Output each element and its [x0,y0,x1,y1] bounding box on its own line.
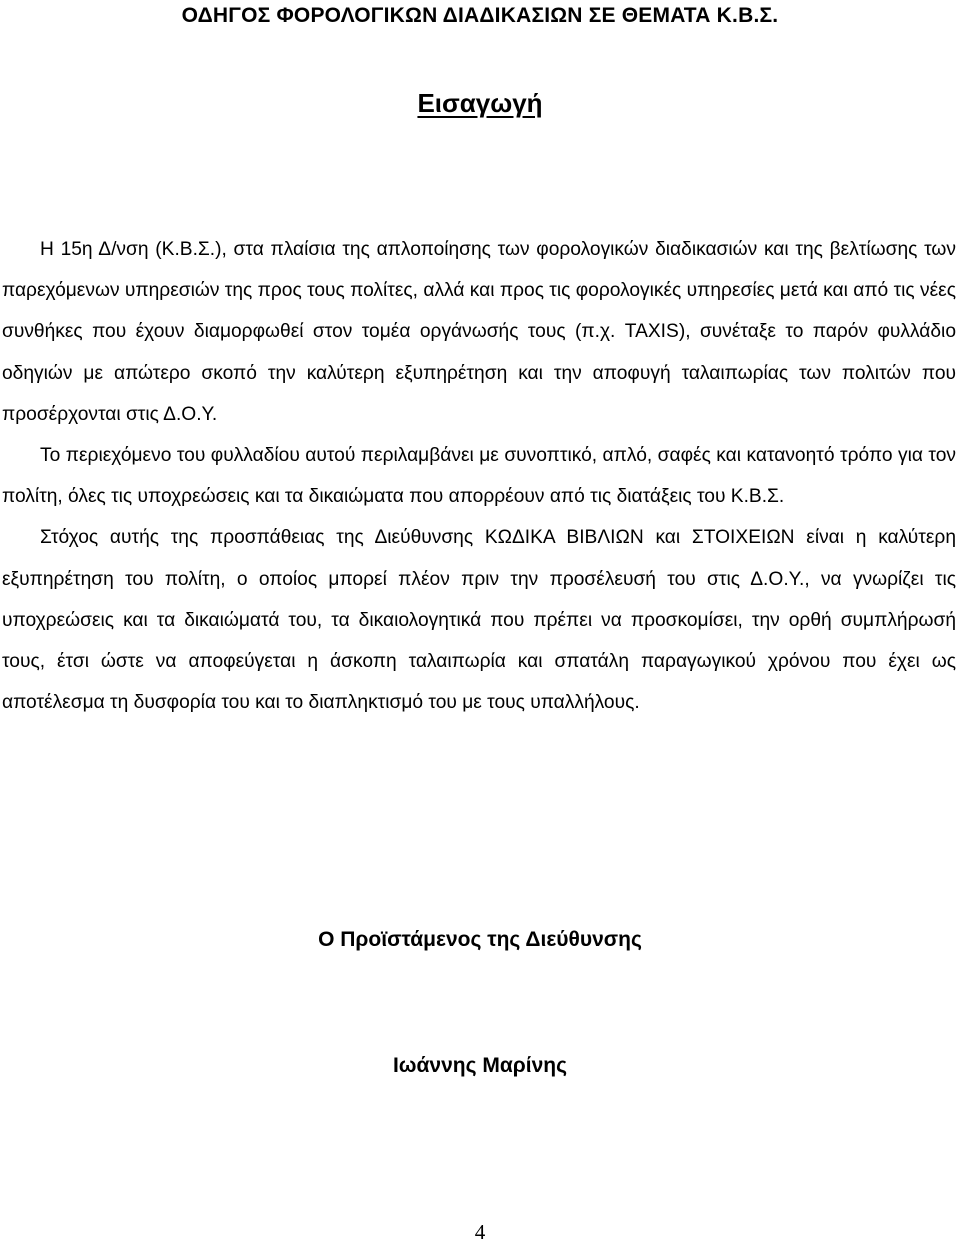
paragraph-content: Το περιεχόμενο του φυλλαδίου αυτού περιλαμβάνει με συνοπτικό, απλό, σαφές και κατανοητό τρόπο για τον πολίτη, όλες τις υποχρεώσεις και τα δικαιώματα που απορρέουν από τις διατάξεις του Κ.Β.Σ. [2,445,956,508]
paragraph-intro: Η 15η Δ/νση (Κ.Β.Σ.), στα πλαίσια της απλοποίησης των φορολογικών διαδικασιών και της βελτίωσης των παρεχόμενων υπηρεσιών της προς τους πολίτες, αλλά και προς τις φορολογικές υπηρεσίες μετά και από τις νέες συνθήκες που έχουν διαμορφωθεί στον τομέα οργάνωσής τους (π.χ. TAXIS), συνέταξε το παρόν φυλλάδιο οδηγιών με απώτερο σκοπό την καλύτερη εξυπηρέτηση και την αποφυγή ταλαιπωρίας των πολιτών που προσέρχονται στις Δ.Ο.Υ. [2,239,956,425]
body-text [2,229,956,723]
page-number: 4 [474,1220,486,1244]
signature-title: Ο Προϊστάμενος της Διεύθυνσης [318,928,642,951]
section-title: Εισαγωγή [417,88,543,118]
paragraph-goal: Στόχος αυτής της προσπάθειας της Διεύθυνσης ΚΩΔΙΚΑ ΒΙΒΛΙΩΝ και ΣΤΟΙΧΕΙΩΝ είναι η καλύτερη εξυπηρέτηση του πολίτη, ο οποίος μπορεί πλέον πριν την προσέλευσή του στις Δ.Ο.Υ., να γνωρίζει τις υποχρεώσεις και τα δικαιώματά του, τα δικαιολογητικά που πρέπει να προσκομίσει, την ορθή συμπλήρωσή τους, έτσι ώστε να αποφεύγεται η άσκοπη ταλαιπωρία και σπατάλη παραγωγικού χρόνου που έχει ως αποτέλεσμα τη δυσφορία του και το διαπληκτισμό του με τους υπαλλήλους. [2,527,956,714]
signature-name: Ιωάννης Μαρίνης [392,1054,568,1077]
document-title: ΟΔΗΓΟΣ ΦΟΡΟΛΟΓΙΚΩΝ ΔΙΑΔΙΚΑΣΙΩΝ ΣΕ ΘΕΜΑΤΑ Κ.Β.Σ. [181,4,779,27]
